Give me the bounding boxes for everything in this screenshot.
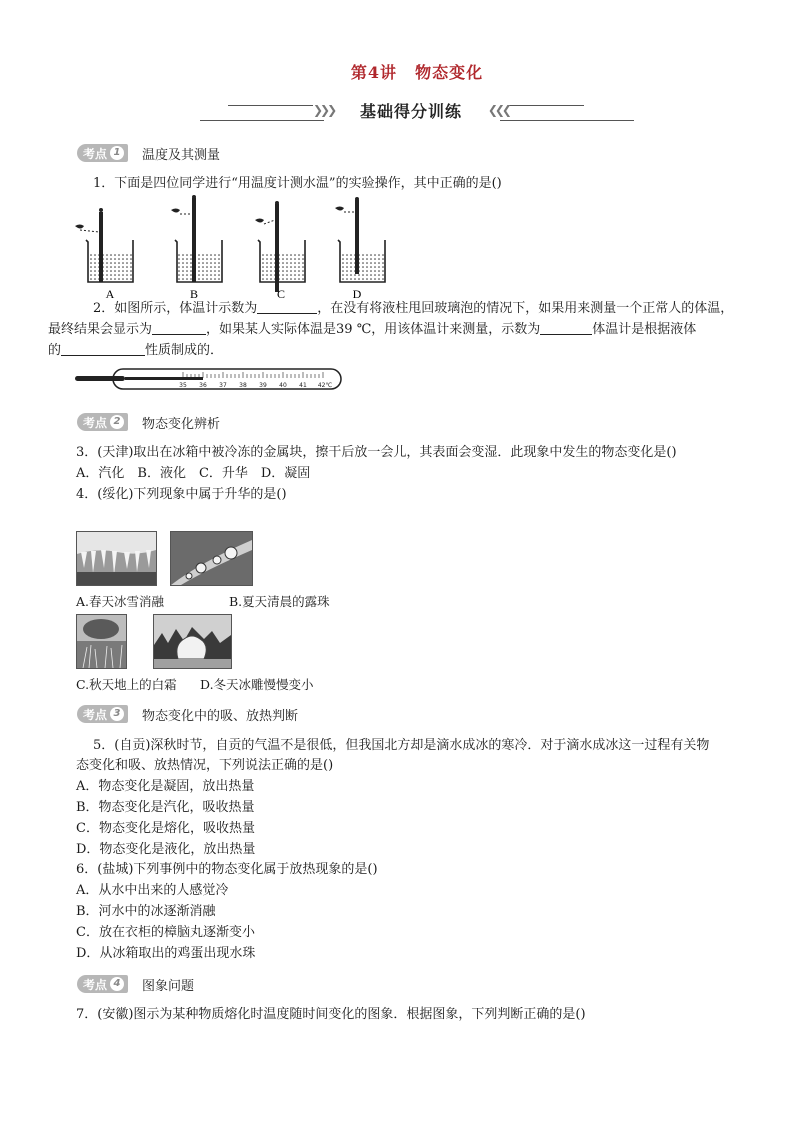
clinical-thermometer-figure [75,367,345,393]
thermometer-beakers-figure [70,190,390,302]
beaker-label: A [105,287,115,301]
banner-rule-left-top [228,105,324,106]
photo-caption: B.夏天清晨的露珠 [229,594,330,609]
question-5-option: B．物态变化是汽化，吸收热量 [76,800,255,815]
kaodian-badge: 考点 4 [77,975,128,993]
question-4-text: 4．(绥化)下列现象中属于升华的是() [76,487,287,502]
kaodian-badge: 考点 1 [77,144,128,162]
kaodian-title: 图象问题 [142,978,195,994]
photo-caption: D.冬天冰雕慢慢变小 [200,677,314,692]
photo-caption: C.秋天地上的白霜 [76,677,177,692]
kaodian-badge: 考点 3 [77,705,128,723]
kaodian-header-1 [77,142,220,164]
question-6-text: 6．(盐城)下列事例中的物态变化属于放热现象的是() [76,862,378,877]
question-2-line-2: 最终结果会显示为 ，如果某人实际体温是39 ℃，用该体温计来测量，示数为 体温计是根据液体 [48,322,697,337]
chevrons-right-icon: ❮❮❮ [487,103,509,117]
beaker-d [335,197,385,282]
beaker-c [255,201,305,292]
scale-label: 35 [179,382,187,389]
question-2-line-3: 的 性质制成的． [48,343,224,358]
photo-white-frost [76,614,127,669]
beaker-label: C [276,287,286,301]
scale-label: 38 [239,382,247,389]
question-5-option: A．物态变化是凝固，放出热量 [76,779,255,794]
scale-label: 36 [199,382,207,389]
lecture-topic: 物态变化 [415,63,484,82]
photo-melting-snow [76,531,157,586]
kaodian-title: 物态变化中的吸、放热判断 [142,708,299,724]
kaodian-title: 温度及其测量 [142,147,221,163]
answer-blank[interactable] [152,320,206,335]
scale-label: 41 [299,382,307,389]
question-5-line-1: 5．(自贡)深秋时节，自贡的气温不是很低，但我国北方却是滴水成冰的寒冷．对于滴水成冰这一过程有关物 [93,738,710,753]
beaker-label: B [189,287,199,301]
scale-label: 42℃ [317,382,333,389]
photo-ice-sculpture [153,614,232,669]
question-7-text: 7．(安徽)图示为某种物质熔化时温度随时间变化的图象．根据图象，下列判断正确的是() [76,1007,586,1022]
question-3-options: A．汽化 B．液化 C．升华 D．凝固 [76,466,311,481]
scale-label: 37 [219,382,227,389]
photo-caption: A.春天冰雪消融 [76,594,165,609]
question-6-option: A．从水中出来的人感觉冷 [76,883,229,898]
question-3-text: 3．(天津)取出在冰箱中被冷冻的金属块，擦干后放一会儿，其表面会变湿．此现象中发生的物态变化是() [76,445,677,460]
banner-text: 基础得分训练 [359,101,462,121]
question-5-option: C．物态变化是熔化，吸收热量 [76,821,255,836]
kaodian-header-2 [77,411,220,433]
banner-rule-left-bottom [200,120,324,121]
page-title [0,60,794,83]
question-5-line-2: 态变化和吸、放热情况，下列说法正确的是() [76,758,334,773]
kaodian-header-3 [77,703,298,725]
question-5-option: D．物态变化是液化，放出热量 [76,842,256,857]
kaodian-badge: 考点 2 [77,413,128,431]
beaker-b [171,195,222,282]
banner-rule-right-top [500,105,584,106]
beaker-label: D [352,287,362,301]
answer-blank[interactable] [257,299,317,314]
lecture-number: 第4讲 [350,63,398,82]
question-1-text: 1．下面是四位同学进行“用温度计测水温”的实验操作，其中正确的是() [93,176,502,191]
answer-blank[interactable] [540,320,592,335]
question-6-option: D．从冰箱取出的鸡蛋出现水珠 [76,946,256,961]
question-2-line-1: 2．如图所示，体温计示数为 ，在没有将液柱甩回玻璃泡的情况下，如果用来测量一个正常人的体温， [93,301,734,316]
kaodian-header-4 [77,973,194,995]
chevrons-left-icon: ❯❯❯ [313,103,335,117]
scale-label: 40 [279,382,287,389]
scale-label: 39 [259,382,267,389]
banner-rule-right-bottom [500,120,634,121]
section-banner [313,100,509,120]
photo-dew-drops [170,531,253,586]
question-6-option: B．河水中的冰逐渐消融 [76,904,216,919]
beaker-a [75,208,133,282]
kaodian-title: 物态变化辨析 [142,416,221,432]
question-6-option: C．放在衣柜的樟脑丸逐渐变小 [76,925,255,940]
answer-blank[interactable] [61,341,145,356]
